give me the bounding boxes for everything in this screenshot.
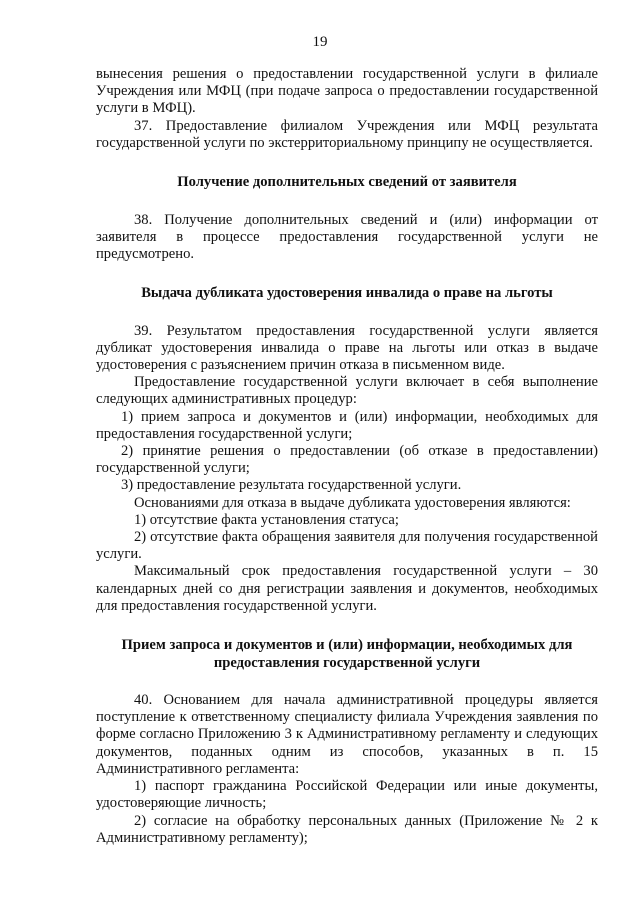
section-heading-additional-info: Получение дополнительных сведений от заявителя <box>177 174 517 191</box>
paragraph-39-refusal-grounds: Основаниями для отказа в выдаче дубликата удостоверения являются: <box>134 494 571 511</box>
procedure-item-3: 3) предоставление результата государственной услуги. <box>121 477 462 494</box>
section-heading-request-intake <box>96 637 598 672</box>
refusal-ground-2: 2) отсутствие факта обращения заявителя для получения государственной услуги. <box>96 529 598 563</box>
page-number: 19 <box>312 34 328 50</box>
section-heading-line-2: предоставления государственной услуги <box>213 654 481 671</box>
paragraph-continuation: вынесения решения о предоставлении государственной услуги в филиале Учреждения или МФЦ (при подаче запроса о предоставлении государственной услуги в МФЦ). <box>96 66 598 117</box>
section-heading-line-1: Прием запроса и документов и (или) информации, необходимых для <box>121 637 573 654</box>
paragraph-40: 40. Основанием для начала административной процедуры является поступление к ответственному специалисту филиала Учреждения заявления по форме согласно Приложению 3 к Административному регламенту и следующих документов, поданных одним из способов, указанных в п. 15 Административного регламента: <box>96 692 598 777</box>
paragraph-38: 38. Получение дополнительных сведений и (или) информации от заявителя в процессе предоставления государственной услуги не предусмотрено. <box>96 211 598 262</box>
refusal-ground-1: 1) отсутствие факта установления статуса; <box>134 511 399 528</box>
paragraph-39-procedures: Предоставление государственной услуги включает в себя выполнение следующих административных процедур: <box>96 374 598 408</box>
section-heading-duplicate: Выдача дубликата удостоверения инвалида о праве на льготы <box>141 285 553 302</box>
document-body <box>96 66 598 847</box>
paragraph-37: 37. Предоставление филиалом Учреждения или МФЦ результата государственной услуги по экстерриториальному принципу не осуществляется. <box>96 117 598 151</box>
procedure-item-1: 1) прием запроса и документов и (или) информации, необходимых для предоставления государственной услуги; <box>96 408 598 442</box>
document-item-2: 2) согласие на обработку персональных данных (Приложение № 2 к Административному регламенту); <box>96 812 598 846</box>
document-item-1: 1) паспорт гражданина Российской Федерации или иные документы, удостоверяющие личность; <box>96 778 598 812</box>
paragraph-39: 39. Результатом предоставления государственной услуги является дубликат удостоверения инвалида о праве на льготы или отказ в выдаче удостоверения с разъяснением причин отказа в письменном виде. <box>96 322 598 374</box>
paragraph-39-max-term: Максимальный срок предоставления государственной услуги – 30 календарных дней со дня регистрации заявления и документов, необходимых для предоставления государственной услуги. <box>96 563 598 614</box>
procedure-item-2: 2) принятие решения о предоставлении (об отказе в предоставлении) государственной услуги; <box>96 443 598 477</box>
